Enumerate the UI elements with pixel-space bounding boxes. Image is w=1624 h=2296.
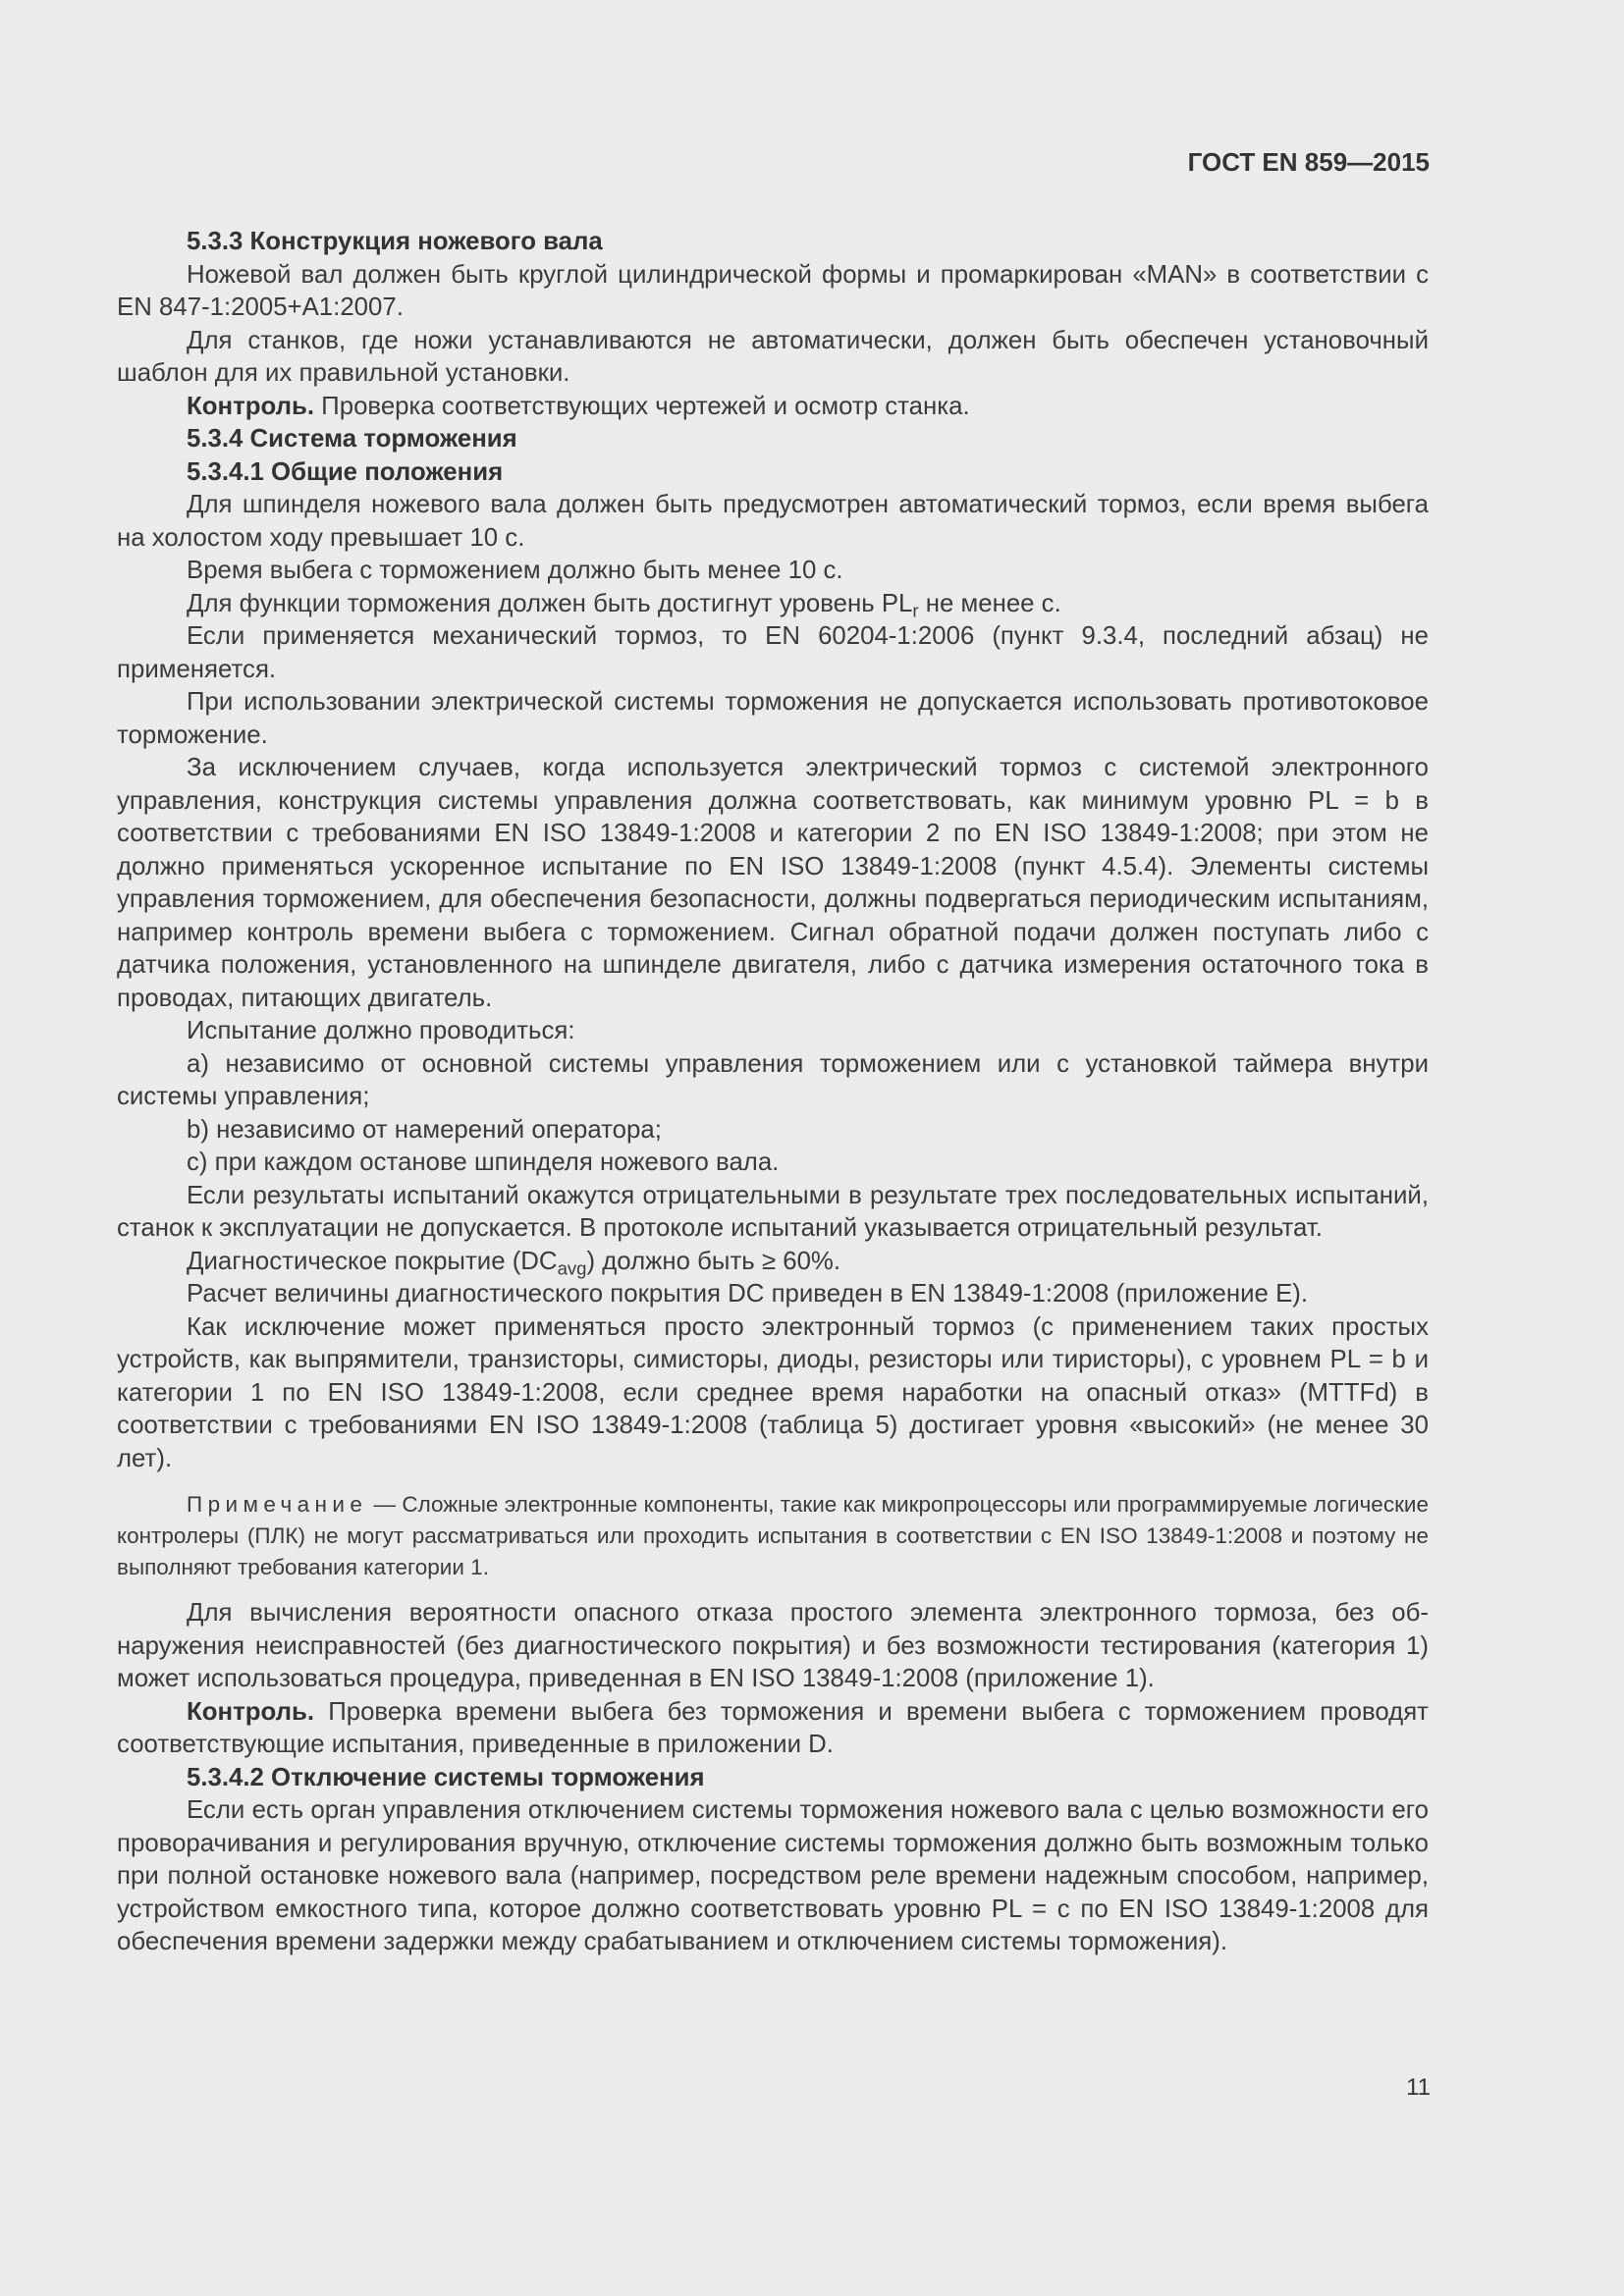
section-heading-5-3-4: 5.3.4 Система торможения <box>187 425 517 453</box>
control-label: Контроль. <box>187 392 315 420</box>
paragraph: Если применяется механический тормоз, то EN 60204-1:2006 (пункт 9.3.4, последний абзац) не применяется. <box>117 622 1429 683</box>
paragraph <box>117 1246 1429 1279</box>
document-id: ГОСТ EN 859—2015 <box>1187 147 1430 177</box>
section-heading-5-3-4-2: 5.3.4.2 Отключение системы торможения <box>187 1763 705 1791</box>
control-text: Проверка соответствующих чертежей и осмотр станка. <box>314 392 970 420</box>
control-label: Контроль. <box>187 1697 315 1726</box>
paragraph: Расчет величины диагностического покрытия DC приведен в EN 13849-1:2008 (приложение E). <box>187 1280 1309 1308</box>
paragraph: Испытание должно проводиться: <box>187 1017 575 1044</box>
subscript: r <box>912 600 919 621</box>
control-text: Проверка времени выбега без торможения и времени выбега с торможением проводят соответствующие испытания, приведенные в приложении D. <box>117 1697 1429 1758</box>
section-heading-5-3-3: 5.3.3 Конструкция ножевого вала <box>187 228 603 255</box>
note <box>117 1489 1429 1583</box>
text-run: ) должно быть ≥ 60%. <box>586 1247 841 1275</box>
paragraph: Для вычисления вероятности опасного отказа простого элемента электронного тормоза, без обнаружения неисправностей (без диагностического покрытия) и без возможности тестирования (категория 1) может использоваться процедура, приведенная в EN ISO 13849-1:2008 (приложение 1). <box>117 1599 1429 1692</box>
document-body <box>117 226 1429 1959</box>
paragraph: За исключением случаев, когда используется электрический тормоз с системой электронного управления, конструкция системы управления должна соответствовать, как минимум уровню PL = b в соответствии с требованиями EN ISO 13849-1:2008 и категории 2 по EN ISO 13849-1:2008; при этом не должно применяться ускоренное испытание по EN ISO 13849-1:2008 (пункт 4.5.4). Элементы системы управления торможением, для обеспечения безопасности, должны подвергаться периодическим испытаниям, например контроль времени выбега с торможением. Сигнал обратной подачи должен поступать либо с датчика положения, установленного на шпинделе двигателя, либо с датчика измерения остаточного тока в проводах, питающих двигатель. <box>117 754 1429 1012</box>
text-run: Диагностическое покрытие (DC <box>187 1247 558 1275</box>
section-heading-5-3-4-1: 5.3.4.1 Общие положения <box>187 457 504 486</box>
list-item-c: c) при каждом останове шпинделя ножевого вала. <box>187 1148 780 1176</box>
control-paragraph <box>117 1696 1429 1762</box>
subscript: avg <box>557 1257 587 1279</box>
note-label: Примечание <box>187 1492 368 1517</box>
paragraph <box>117 588 1429 621</box>
list-item-a: a) независимо от основной системы управления торможением или с установкой таймера внутри системы управления; <box>117 1049 1429 1110</box>
control-paragraph <box>117 391 1429 424</box>
paragraph: Для шпинделя ножевого вала должен быть предусмотрен автоматический тормоз, если время выбега на холостом ходу превышает 10 с. <box>117 491 1429 552</box>
paragraph: При использовании электрической системы торможения не допускается использовать противотоковое торможение. <box>117 688 1429 749</box>
paragraph: Ножевой вал должен быть круглой цилиндрической формы и промаркирован «MAN» в соответствии с EN 847-1:2005+A1:2007. <box>117 260 1429 321</box>
page-number: 11 <box>1406 2074 1431 2101</box>
paragraph: Для станков, где ножи устанавливаются не автоматически, должен быть обеспечен установочный шаблон для их правильной установки. <box>117 326 1429 387</box>
paragraph: Как исключение может применяться просто электронный тормоз (с применением таких простых устройств, как выпрямители, транзисторы, симисторы, диоды, резисторы или тиристоры), с уровнем PL = b и категории 1 по EN ISO 13849-1:2008, если среднее время наработки на опасный отказ» (MTTFd) в соответствии с требованиями EN ISO 13849-1:2008 (таблица 5) достигает уровня «высокий» (не менее 30 лет). <box>117 1312 1429 1472</box>
text-run: не менее с. <box>918 589 1061 617</box>
note-text: — Сложные электронные компоненты, такие как микропроцессоры или программируемые логические контролеры (ПЛК) не могут рассматриваться или проходить испытания в соответствии с EN ISO 13849-1:2008 и поэтому не выполняют требования категории 1. <box>117 1492 1429 1579</box>
text-run: Для функции торможения должен быть достигнут уровень PL <box>187 589 913 617</box>
paragraph: Если есть орган управления отключением системы торможения ножевого вала с целью возможности его проворачивания и регулирования вручную, отключение системы торможения должно быть возможным только при полной остановке ножевого вала (например, посредством реле времени надежным способом, например, устройством емкостного типа, которое должно соответствовать уровню PL = c по EN ISO 13849-1:2008 для обеспечения времени задержки между срабатыванием и отключением системы торможения). <box>117 1796 1429 1955</box>
list-item-b: b) независимо от намерений оператора; <box>187 1115 662 1144</box>
paragraph: Время выбега с торможением должно быть менее 10 с. <box>187 557 843 584</box>
paragraph: Если результаты испытаний окажутся отрицательными в результате трех последовательных испытаний, станок к эксплуатации не допускается. В протоколе испытаний указывается отрицательный результат. <box>117 1181 1429 1242</box>
